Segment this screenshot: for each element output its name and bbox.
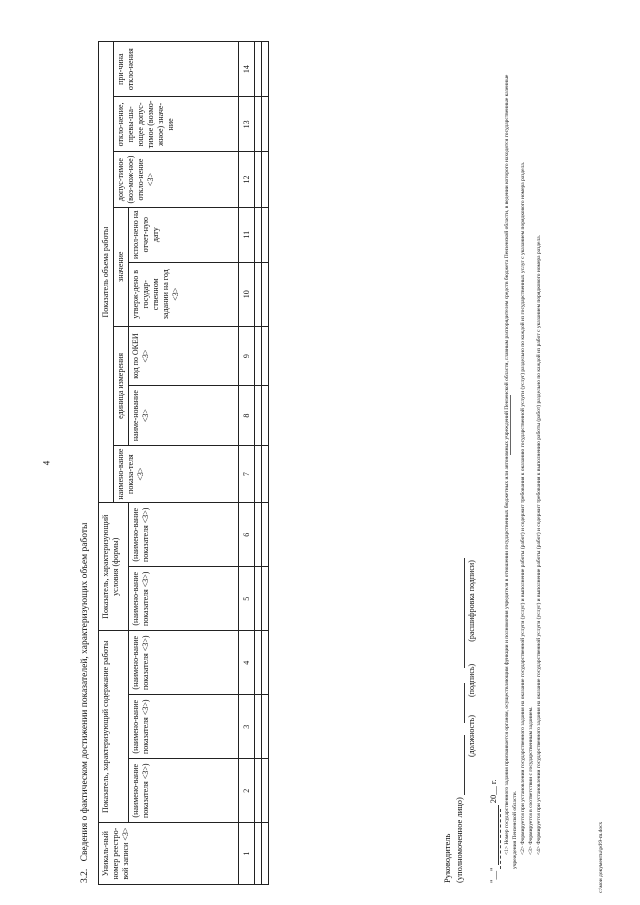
empty-cell xyxy=(255,207,262,262)
col-number: 12 xyxy=(239,152,255,207)
content-sub-1: (наимено-вание показателя <3>) xyxy=(129,759,239,823)
empty-cell xyxy=(262,152,269,207)
empty-cell xyxy=(262,759,269,823)
empty-cell xyxy=(262,42,269,97)
empty-cell xyxy=(262,386,269,446)
empty-cell xyxy=(255,631,262,695)
unit-group: единица измерения xyxy=(114,326,129,445)
col-deviation-exceeding: откло-нение, превы-ша-ющее допус-тимое (возмо-жное) значе-ние xyxy=(114,97,239,152)
empty-cell xyxy=(262,262,269,326)
sign-line xyxy=(464,683,465,723)
footnote-separator xyxy=(500,809,501,869)
date-day: "__" xyxy=(488,867,498,883)
empty-cell xyxy=(255,759,262,823)
volume-indicators-table xyxy=(98,41,269,885)
empty-cell xyxy=(255,326,262,386)
signature-sign-caption: (подпись) xyxy=(467,663,476,697)
conditions-sub-2: (наимено-вание показателя <3>) xyxy=(129,503,239,567)
empty-cell xyxy=(262,631,269,695)
footnote-4: <4> Формируется при установлении государственного задания на оказание государственной услуги (услуг) и выполнение работы (работ) и содержит требования к выполнению работы (работ) раздельно по каждой из работ с указанием порядкового номера раздела. xyxy=(536,234,542,855)
footnotes xyxy=(500,49,543,869)
file-path: c:\мои документы\pd\9-m.docx xyxy=(598,821,604,893)
col-number: 10 xyxy=(239,262,255,326)
section-title xyxy=(80,63,90,883)
empty-cell xyxy=(255,42,262,97)
empty-cell xyxy=(255,567,262,631)
col-number: 14 xyxy=(239,42,255,97)
date-month-line xyxy=(498,805,499,865)
position-line xyxy=(464,735,465,795)
empty-cell xyxy=(262,695,269,759)
decode-line xyxy=(464,559,465,669)
content-sub-3: (наимено-вание показателя <3>) xyxy=(129,631,239,695)
col-deviation-allowed: допус-тимое (воз-мож-ное) откло-нение <3> xyxy=(114,152,239,207)
empty-cell xyxy=(262,97,269,152)
empty-cell xyxy=(255,695,262,759)
empty-cell xyxy=(255,503,262,567)
empty-cell xyxy=(255,386,262,446)
section-title-text: Сведения о фактическом достижении показателей, характеризующих объем работы xyxy=(80,522,90,862)
value-approved: утверж-дено в государ-ственном задании на год <3> xyxy=(129,262,239,326)
section-number: 3.2. xyxy=(80,868,90,883)
col-number: 7 xyxy=(239,445,255,502)
col-number: 8 xyxy=(239,386,255,446)
col-number: 1 xyxy=(239,823,255,885)
footnote-1: <1> Номер государственного задания присваивается органом, осуществляющим функции и полномочия учредителя в отношении государственных бюджетных или автономных учреждений Пензенской области, главным распорядителем средств бюджета Пензенской области, в ведении которого находятся государственные казенные учреждения Пензенской области. xyxy=(504,74,518,869)
footnote-3: <3> Формируется в соответствии с государственным заданием. xyxy=(528,706,534,855)
col-number: 6 xyxy=(239,503,255,567)
col-number: 2 xyxy=(239,759,255,823)
col-deviation-reason: при-чина откло-нения xyxy=(114,42,239,97)
empty-cell xyxy=(255,262,262,326)
col-number: 5 xyxy=(239,567,255,631)
empty-cell xyxy=(262,567,269,631)
signature-decode-caption: (расшифровка подписи) xyxy=(467,560,476,642)
col-number: 11 xyxy=(239,207,255,262)
content-sub-2: (наимено-вание показателя <3>) xyxy=(129,695,239,759)
col-number: 9 xyxy=(239,326,255,386)
col-number: 3 xyxy=(239,695,255,759)
empty-cell xyxy=(262,207,269,262)
empty-cell xyxy=(255,152,262,207)
signature-head: Руководитель xyxy=(442,833,452,883)
unit-name: наиме-нование <3> xyxy=(129,386,239,446)
signature-position-caption: (должность) xyxy=(467,715,476,757)
group-content: Показатель, характеризующий содержание работы xyxy=(99,631,129,823)
value-executed: испол-нено на отчет-ную дату xyxy=(129,207,239,262)
empty-cell xyxy=(255,97,262,152)
page-number: 4 xyxy=(41,460,52,466)
empty-cell xyxy=(262,823,269,885)
col-unique-number: Уникаль-ный номер реестро-вой записи <3> xyxy=(99,823,239,885)
col-number: 13 xyxy=(239,97,255,152)
signature-authorized: (уполномоченное лицо) xyxy=(454,797,464,883)
conditions-sub-1: (наимено-вание показателя <3>) xyxy=(129,567,239,631)
divider-line xyxy=(510,395,511,455)
date-year: 20__ г. xyxy=(488,779,498,804)
unit-okei: код по ОКЕИ <3> xyxy=(129,326,239,386)
empty-cell xyxy=(262,445,269,502)
empty-cell xyxy=(255,823,262,885)
value-group: значение xyxy=(114,207,129,326)
empty-cell xyxy=(262,503,269,567)
empty-cell xyxy=(262,326,269,386)
group-volume: Показатель объема работы xyxy=(99,42,114,503)
col-indicator-name: наимено-вание показа-теля <3> xyxy=(114,445,239,502)
empty-cell xyxy=(255,445,262,502)
group-conditions: Показатель, характеризующий условия (формы) xyxy=(99,503,129,631)
col-number: 4 xyxy=(239,631,255,695)
footnote-2: <2> Формируется при установлении государственного задания на оказание государственной услуги (услуг) и выполнение работы (работ) и содержит требования к оказанию государственной услуги (услуг) раздельно по каждой из государственных услуг с указанием порядкового номера раздела. xyxy=(520,161,526,855)
signature-block xyxy=(442,423,500,883)
rotated-page xyxy=(0,25,610,905)
